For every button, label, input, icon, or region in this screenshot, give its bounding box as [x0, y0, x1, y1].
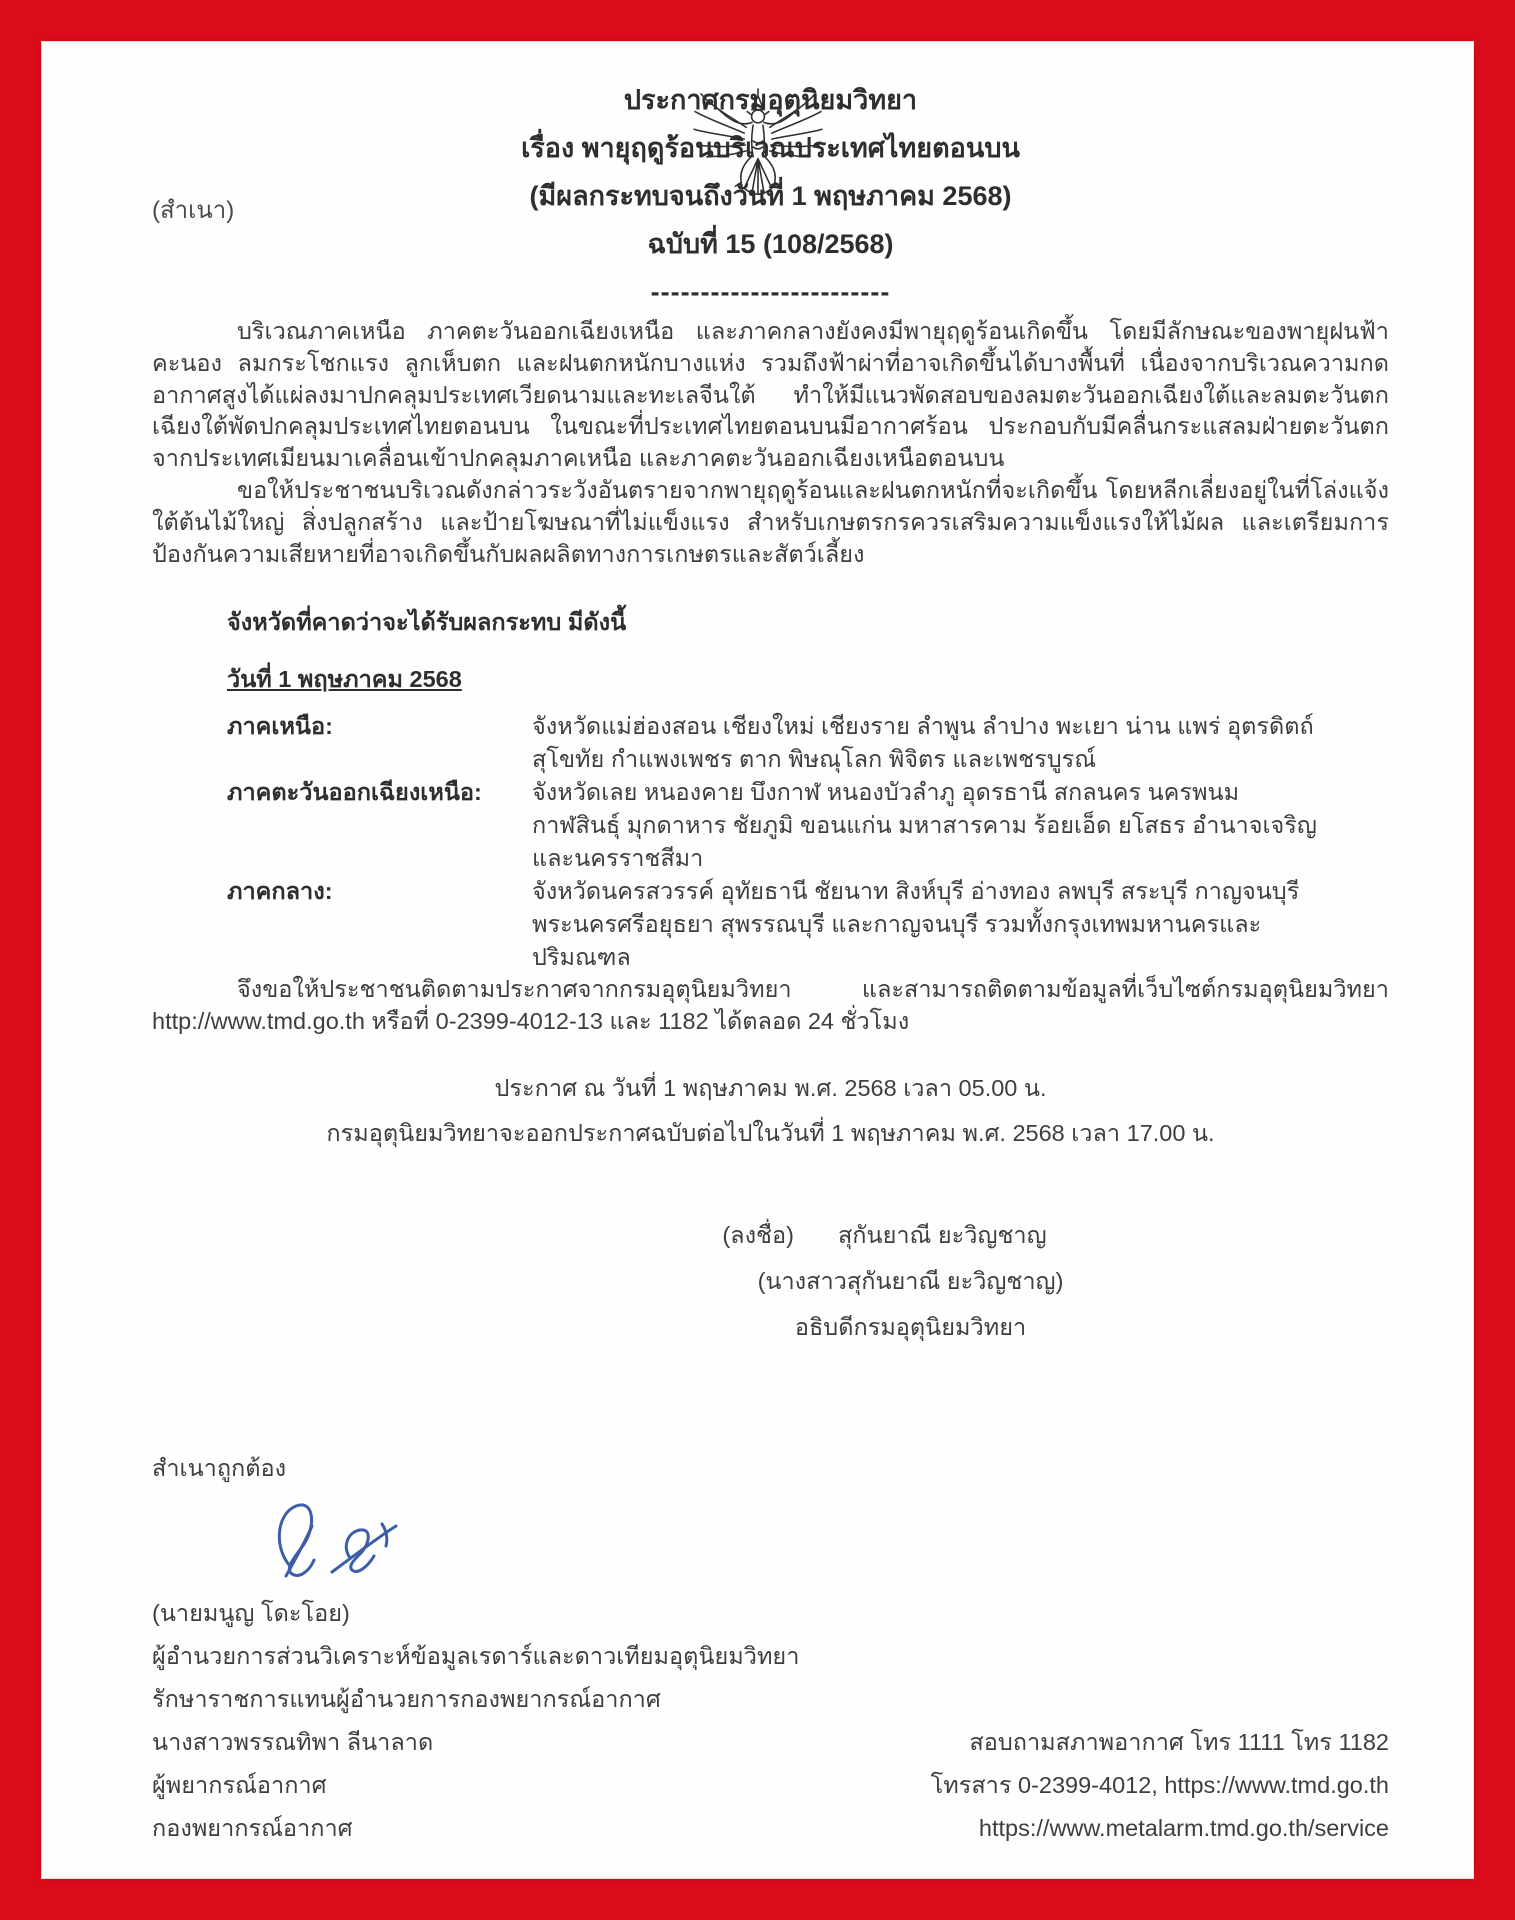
region-provinces-north: จังหวัดแม่ฮ่องสอน เชียงใหม่ เชียงราย ลำพูน ลำปาง พะเยา น่าน แพร่ อุตรดิตถ์ สุโขทัย กำแพงเพชร ตาก พิษณุโลก พิจิตร และเพชรบูรณ์	[532, 713, 1314, 773]
signed-label: (ลงชื่อ)	[722, 1221, 794, 1248]
region-provinces-northeast: จังหวัดเลย หนองคาย บึงกาฬ หนองบัวลำภู อุดรธานี สกลนคร นครพนม กาฬสินธุ์ มุกดาหาร ชัยภูมิ ขอนแก่น มหาสารคาม ร้อยเอ็ด ยโสธร อำนาจเจริญ และนครราชสีมา	[532, 779, 1317, 872]
footer	[152, 1447, 1389, 1850]
page-title: ประกาศกรมอุตุนิยมวิทยา	[623, 85, 918, 115]
region-provinces-central: จังหวัดนครสวรรค์ อุทัยธานี ชัยนาท สิงห์บุรี อ่างทอง ลพบุรี สระบุรี กาญจนบุรี พระนครศรีอยุธยา สุพรรณบุรี และกาญจนบุรี รวมทั้งกรุงเทพมหานครและปริมณฑล	[532, 878, 1300, 971]
issued-at-line: ประกาศ ณ วันที่ 1 พฤษภาคม พ.ศ. 2568 เวลา 05.00 น.	[494, 1074, 1047, 1101]
contact-block	[931, 1721, 1389, 1850]
date-heading: วันที่ 1 พฤษภาคม 2568	[227, 666, 462, 693]
paragraph-followup: จึงขอให้ประชาชนติดตามประกาศจากกรมอุตุนิยมวิทยา และสามารถติดตามข้อมูลที่เว็บไซต์กรมอุตุนิยมวิทยา http://www.tmd.go.th หรือที่ 0-2399-4012-13 และ 1182 ได้ตลอด 24 ชั่วโมง	[152, 976, 1389, 1035]
contact-fax-website-line: โทรสาร 0-2399-4012, https://www.tmd.go.th	[930, 1772, 1389, 1798]
handwritten-signature-icon	[262, 1496, 412, 1588]
region-label-central: ภาคกลาง:	[227, 878, 333, 905]
title-block	[152, 76, 1389, 316]
paragraph-warning: ขอให้ประชาชนบริเวณดังกล่าวระวังอันตรายจากพายุฤดูร้อนและฝนตกหนักที่จะเกิดขึ้น โดยหลีกเลี่ยงอยู่ในที่โล่งแจ้ง ใต้ต้นไม้ใหญ่ สิ่งปลูกสร้าง และป้ายโฆษณาที่ไม่แข็งแรง สำหรับเกษตรกรควรเสริมความแข็งแรงให้ไม้ผล และเตรียมการป้องกันความเสียหายที่อาจเกิดขึ้นกับผลผลิตทางการเกษตรและสัตว์เลี้ยง	[152, 476, 1389, 567]
signer-name-paren: (นางสาวสุกันยาณี ยะวิญชาญ)	[757, 1267, 1064, 1294]
signed-line	[645, 1212, 1125, 1258]
contact-phone-line: สอบถามสภาพอากาศ โทร 1111 โทร 1182	[969, 1729, 1389, 1755]
forecaster-name: นางสาวพรรณทิพา ลีนาลาด	[152, 1729, 434, 1755]
subject-line: เรื่อง พายุฤดูร้อนบริเวณประเทศไทยตอนบน	[521, 133, 1020, 163]
certified-copy-label: สำเนาถูกต้อง	[152, 1455, 287, 1481]
document-content	[152, 42, 1389, 1350]
impact-heading: จังหวัดที่คาดว่าจะได้รับผลกระทบ มีดังนี้	[227, 609, 627, 636]
contact-alert-url-line: https://www.metalarm.tmd.go.th/service	[978, 1815, 1389, 1841]
region-label-northeast: ภาคตะวันออกเฉียงเหนือ:	[227, 779, 482, 806]
copy-label: (สำเนา)	[152, 197, 235, 224]
signer-name: สุกันยาณี ยะวิญชาญ	[837, 1221, 1047, 1248]
signer-title: อธิบดีกรมอุตุนิยมวิทยา	[794, 1313, 1027, 1340]
effective-line: (มีผลกระทบจนถึงวันที่ 1 พฤษภาคม 2568)	[529, 181, 1012, 211]
announcement-page	[41, 41, 1474, 1879]
divider-line: ------------------------	[650, 277, 891, 307]
forecaster-title: ผู้พยากรณ์อากาศ	[152, 1772, 327, 1798]
forecaster-dept: กองพยากรณ์อากาศ	[152, 1815, 353, 1841]
issue-info	[152, 1066, 1389, 1156]
certifier-name: (นายมนูญ โดะโอย)	[152, 1600, 350, 1626]
certification-block	[152, 1447, 799, 1850]
region-table	[227, 710, 1389, 974]
next-issue-line: กรมอุตุนิยมวิทยาจะออกประกาศฉบับต่อไปในวันที่ 1 พฤษภาคม พ.ศ. 2568 เวลา 17.00 น.	[326, 1119, 1215, 1146]
certifier-title-2: รักษาราชการแทนผู้อำนวยการกองพยากรณ์อากาศ	[152, 1686, 661, 1712]
region-label-north: ภาคเหนือ:	[227, 713, 333, 740]
issue-number: ฉบับที่ 15 (108/2568)	[647, 229, 894, 259]
certifier-title-1: ผู้อำนวยการส่วนวิเคราะห์ข้อมูลเรดาร์และดาวเทียมอุตุนิยมวิทยา	[152, 1643, 800, 1669]
signer-block	[671, 1212, 1151, 1350]
paragraph-situation: บริเวณภาคเหนือ ภาคตะวันออกเฉียงเหนือ และภาคกลางยังคงมีพายุฤดูร้อนเกิดขึ้น โดยมีลักษณะของพายุฝนฟ้าคะนอง ลมกระโชกแรง ลูกเห็บตก และฝนตกหนักบางแห่ง รวมถึงฟ้าผ่าที่อาจเกิดขึ้นได้บางพื้นที่ เนื่องจากบริเวณความกดอากาศสูงได้แผ่ลงมาปกคลุมประเทศเวียดนามและทะเลจีนใต้ ทำให้มีแนวพัดสอบของลมตะวันออกเฉียงใต้และลมตะวันตกเฉียงใต้พัดปกคลุมประเทศไทยตอนบน ในขณะที่ประเทศไทยตอนบนมีอากาศร้อน ประกอบกับมีคลื่นกระแสลมฝ่ายตะวันตกจากประเทศเมียนมาเคลื่อนเข้าปกคลุมภาคเหนือ และภาคตะวันออกเฉียงเหนือตอนบน	[152, 318, 1389, 472]
